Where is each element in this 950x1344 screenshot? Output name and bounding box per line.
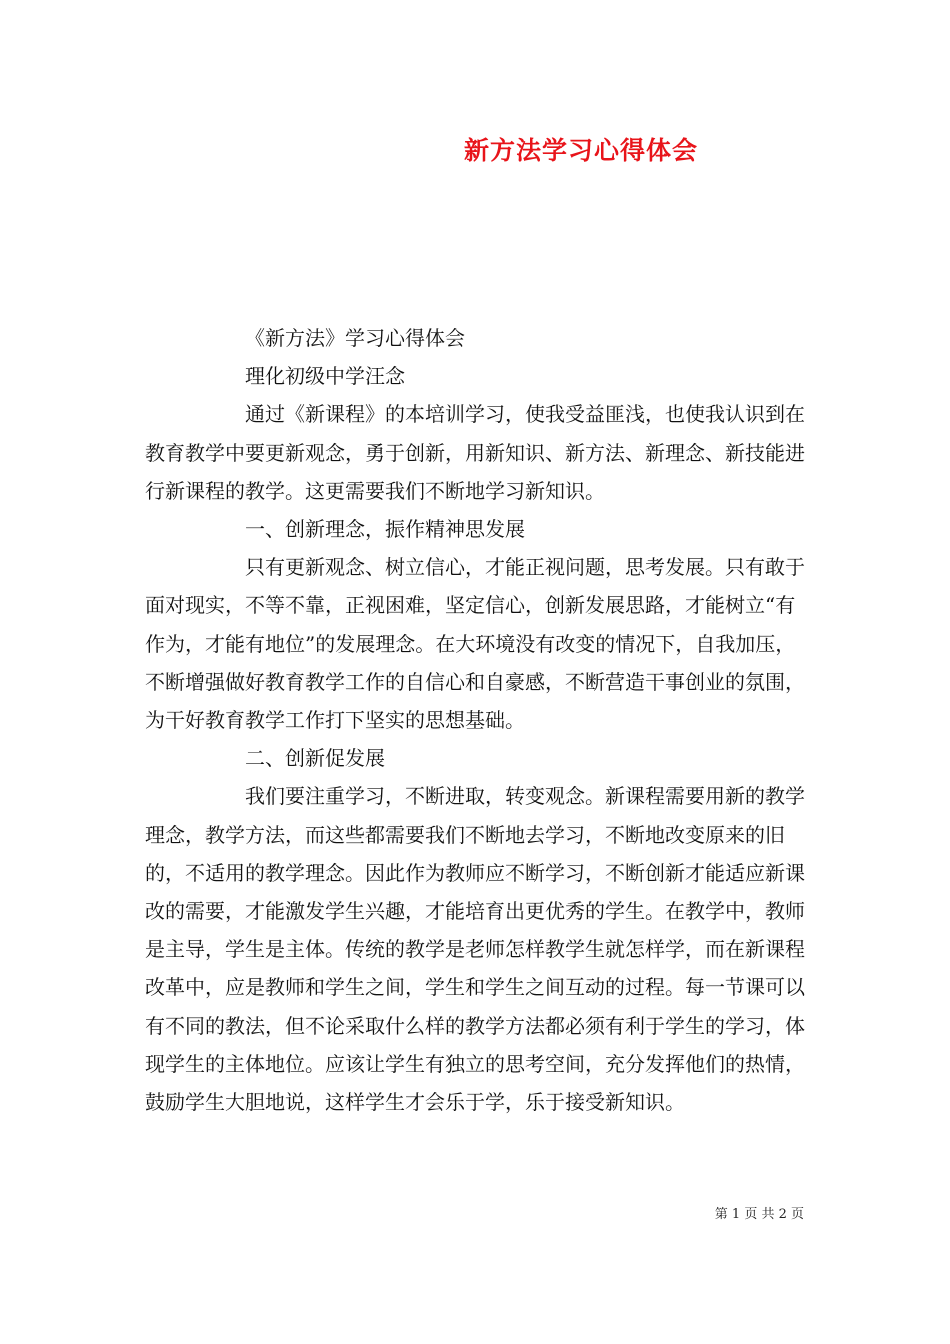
intro-paragraph: 通过《新课程》的本培训学习，使我受益匪浅，也使我认识到在教育教学中要更新观念，勇于创新，用新知识、新方法、新理念、新技能进行新课程的教学。这更需要我们不断地学习新知识。 xyxy=(145,402,805,503)
page-number-footer: 第 1 页 共 2 页 xyxy=(714,1207,804,1222)
section-heading-1: 一、创新理念，振作精神思发展 xyxy=(245,517,525,542)
author-line: 理化初级中学汪念 xyxy=(245,364,405,389)
section-heading-2: 二、创新促发展 xyxy=(245,746,385,771)
section-1-paragraph: 只有更新观念、树立信心，才能正视问题，思考发展。只有敢于面对现实，不等不靠，正视困难，坚定信心，创新发展思路，才能树立“有作为，才能有地位”的发展理念。在大环境没有改变的情况下，自我加压，不断增强做好教育教学工作的自信心和自豪感，不断营造干事创业的氛围，为干好教育教学工作打下坚实的思想基础。 xyxy=(145,555,805,733)
section-2-paragraph: 我们要注重学习，不断进取，转变观念。新课程需要用新的教学理念，教学方法，而这些都需要我们不断地去学习，不断地改变原来的旧的，不适用的教学理念。因此作为教师应不断学习，不断创新才能适应新课改的需要，才能激发学生兴趣，才能培育出更优秀的学生。在教学中，教师是主导，学生是主体。传统的教学是老师怎样教学生就怎样学，而在新课程改革中，应是教师和学生之间，学生和学生之间互动的过程。每一节课可以有不同的教法，但不论采取什么样的教学方法都必须有利于学生的学习，体现学生的主体地位。应该让学生有独立的思考空间，充分发挥他们的热情，鼓励学生大胆地说，这样学生才会乐于学，乐于接受新知识。 xyxy=(145,784,805,1115)
document-body xyxy=(145,319,815,1121)
document-title: 新方法学习心得体会 xyxy=(463,136,698,165)
subtitle: 《新方法》学习心得体会 xyxy=(245,326,465,350)
